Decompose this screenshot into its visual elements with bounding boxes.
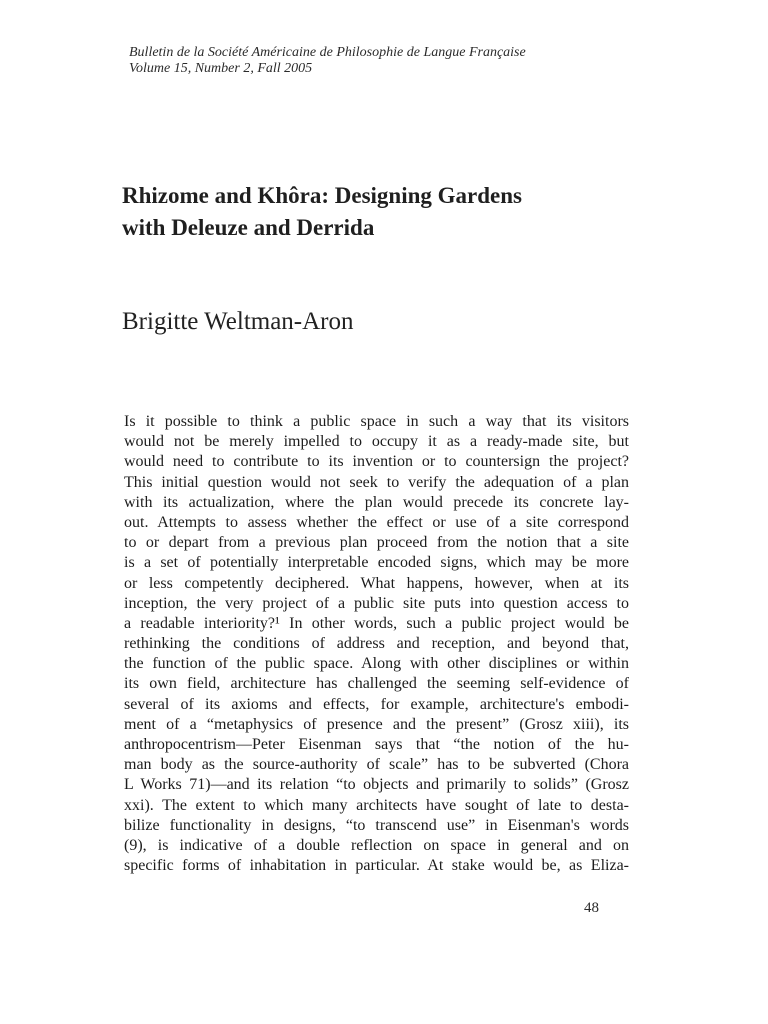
body-line: xxi). The extent to which many architects have sought of late to desta- [124, 796, 629, 814]
body-line: the function of the public space. Along with other disciplines or within [124, 655, 629, 673]
body-line: a readable interiority?¹ In other words, such a public project would be [124, 614, 629, 632]
body-line: Is it possible to think a public space in such a way that its visitors [124, 413, 629, 430]
body-text [124, 412, 629, 876]
body-line: specific forms of inhabitation in particular. At stake would be, as Eliza- [124, 857, 629, 875]
body-line: several of its axioms and effects, for example, architecture's embodi- [124, 695, 629, 713]
body-line: to or depart from a previous plan proceed from the notion that a site [124, 534, 629, 552]
body-line: would need to contribute to its invention or to countersign the project? [124, 453, 629, 471]
article-author: Brigitte Weltman-Aron [122, 308, 354, 335]
body-line: anthropocentrism—Peter Eisenman says that “the notion of the hu- [124, 736, 629, 753]
body-line: bilize functionality in designs, “to transcend use” in Eisenman's words [124, 816, 629, 834]
body-line: L Works 71)—and its relation “to objects and primarily to solids” (Grosz [124, 776, 629, 794]
body-line: or less competently deciphered. What happens, however, when at its [124, 574, 629, 592]
article-title-line-2: with Deleuze and Derrida [122, 215, 375, 240]
journal-volume: Volume 15, Number 2, Fall 2005 [129, 61, 313, 76]
article-title [122, 180, 642, 244]
body-line: rethinking the conditions of address and reception, and beyond that, [124, 635, 629, 653]
article-title-line-1: Rhizome and Khôra: Designing Gardens [122, 183, 522, 208]
journal-name: Bulletin de la Société Américaine de Philosophie de Langue Française [129, 45, 526, 60]
body-line: (9), is indicative of a double reflection on space in general and on [124, 836, 629, 854]
body-line: This initial question would not seek to verify the adequation of a plan [124, 473, 629, 491]
journal-header [129, 45, 649, 77]
body-line: man body as the source-authority of scale” has to be subverted (Chora [124, 756, 629, 774]
body-line: would not be merely impelled to occupy it as a ready-made site, but [124, 433, 629, 451]
body-line: out. Attempts to assess whether the effect or use of a site correspond [124, 513, 629, 531]
body-line: ment of a “metaphysics of presence and the present” (Grosz xiii), its [124, 715, 629, 733]
page-number: 48 [584, 900, 599, 916]
body-line: its own field, architecture has challenged the seeming self-evidence of [124, 675, 629, 693]
body-line: is a set of potentially interpretable encoded signs, which may be more [124, 554, 629, 572]
body-line: inception, the very project of a public site puts into question access to [124, 594, 629, 612]
body-line: with its actualization, where the plan would precede its concrete lay- [124, 493, 629, 511]
